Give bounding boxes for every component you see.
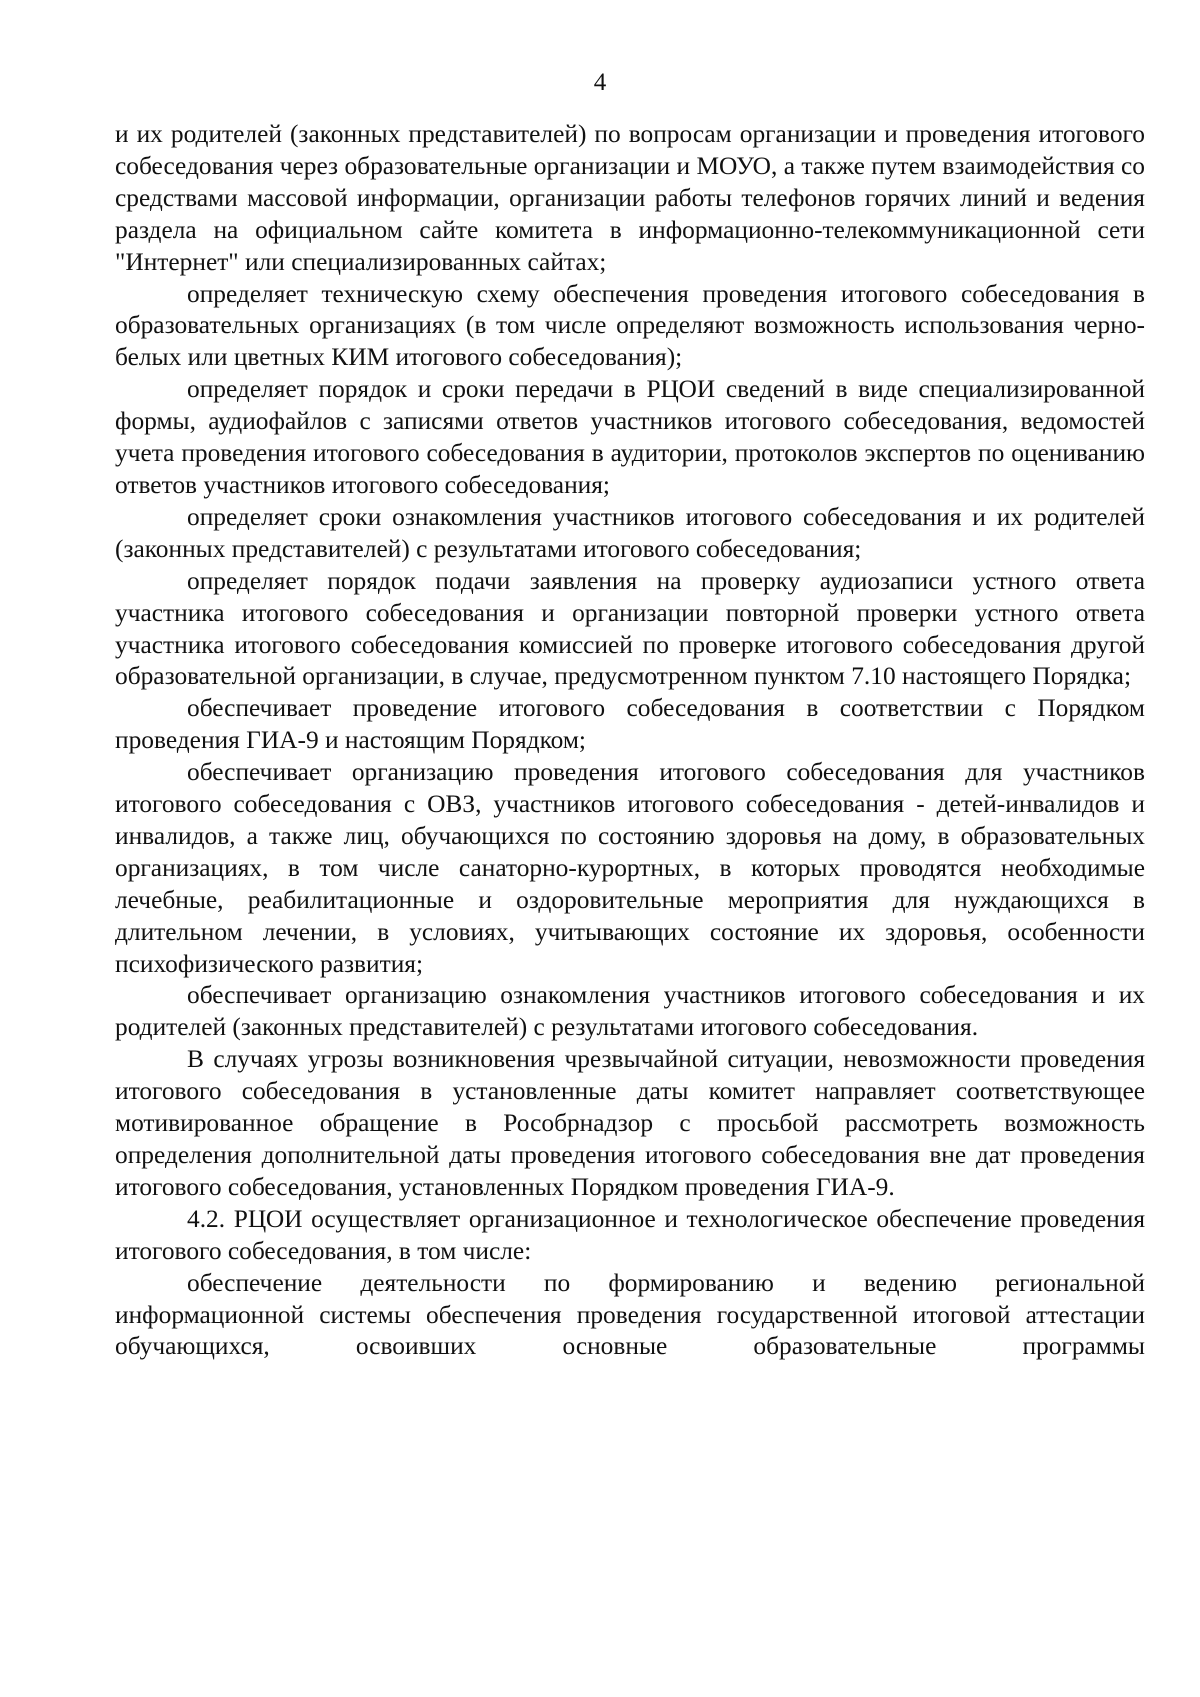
paragraph: обеспечивает проведение итогового собеседования в соответствии с Порядком проведения ГИА-9 и настоящим Порядком;: [115, 694, 1145, 755]
paragraph: обеспечивает организацию проведения итогового собеседования для участников итогового собеседования с ОВЗ, участников итогового собеседования - детей-инвалидов и инвалидов, а также лиц, обучающихся по состоянию здоровья на дому, в образовательных организациях, в том числе санаторно-курортных, в которых проводятся необходимые лечебные, реабилитационные и оздоровительные мероприятия для нуждающихся в длительном лечении, в условиях, учитывающих состояние их здоровья, особенности психофизического развития;: [115, 758, 1145, 978]
paragraph: определяет сроки ознакомления участников итогового собеседования и их родителей (законных представителей) с результатами итогового собеседования;: [115, 502, 1145, 563]
paragraph: обеспечивает организацию ознакомления участников итогового собеседования и их родителей (законных представителей) с результатами итогового собеседования.: [115, 981, 1145, 1042]
paragraph: определяет порядок и сроки передачи в РЦОИ сведений в виде специализированной формы, аудиофайлов с записями ответов участников итогового собеседования, ведомостей учета проведения итогового собеседования в аудитории, протоколов экспертов по оцениванию ответов участников итогового собеседования;: [115, 375, 1145, 499]
paragraph: определяет техническую схему обеспечения проведения итогового собеседования в образовательных организациях (в том числе определяют возможность использования черно-белых или цветных КИМ итогового собеседования);: [115, 279, 1145, 372]
document-body: [115, 119, 1145, 1363]
section-heading-paragraph: 4.2. РЦОИ осуществляет организационное и технологическое обеспечение проведения итогового собеседования, в том числе:: [115, 1204, 1145, 1265]
paragraph-continuation: и их родителей (законных представителей) по вопросам организации и проведения итогового собеседования через образовательные организации и МОУО, а также путем взаимодействия со средствами массовой информации, организации работы телефонов горячих линий и ведения раздела на официальном сайте комитета в информационно-телекоммуникационной сети "Интернет" или специализированных сайтах;: [115, 120, 1145, 276]
paragraph: определяет порядок подачи заявления на проверку аудиозаписи устного ответа участника итогового собеседования и организации повторной проверки устного ответа участника итогового собеседования комиссией по проверке итогового собеседования другой образовательной организации, в случае, предусмотренном пунктом 7.10 настоящего Порядка;: [115, 566, 1145, 691]
paragraph: В случаях угрозы возникновения чрезвычайной ситуации, невозможности проведения итогового собеседования в установленные даты комитет направляет соответствующее мотивированное обращение в Рособрнадзор с просьбой рассмотреть возможность определения дополнительной даты проведения итогового собеседования вне дат проведения итогового собеседования, установленных Порядком проведения ГИА-9.: [115, 1045, 1145, 1201]
page-number: 4: [593, 69, 607, 96]
paragraph-last: обеспечение деятельности по формированию и ведению региональной информационной системы обеспечения проведения государственной итоговой аттестации обучающихся, освоивших основные образовательные программы: [115, 1268, 1145, 1361]
